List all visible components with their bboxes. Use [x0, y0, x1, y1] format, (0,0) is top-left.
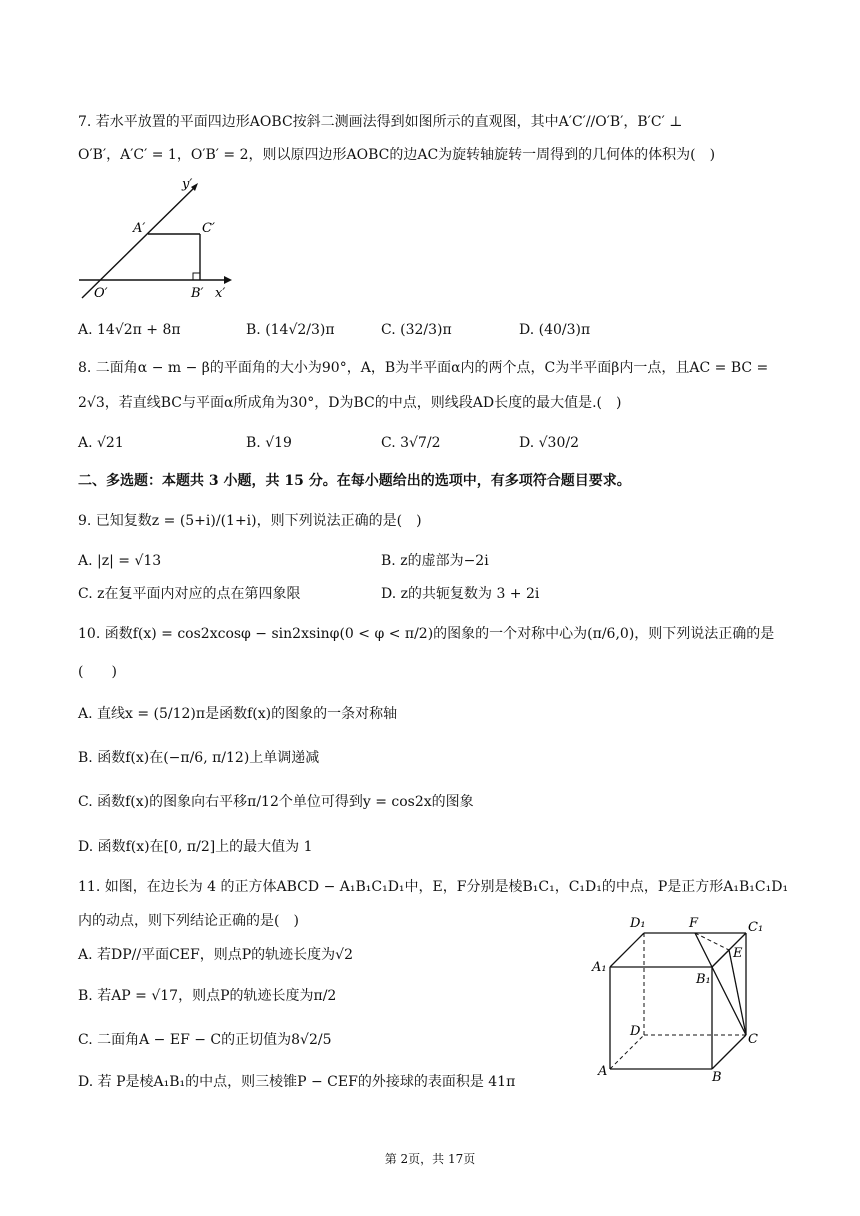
cube-label-d1: D₁: [630, 916, 646, 931]
label-a: A′: [133, 221, 146, 236]
q11-option-d: D. 若 P是棱A₁B₁的中点，则三棱锥P − CEF的外接球的表面积是 41π: [78, 1074, 516, 1090]
cube-label-e: E: [733, 946, 743, 961]
q8-option-d: D. √30/2: [519, 435, 579, 451]
q9-option-d: D. z的共轭复数为 3 + 2i: [381, 586, 540, 602]
y-axis: [82, 186, 196, 298]
q7-stem-line2: O′B′，A′C′ = 1，O′B′ = 2，则以原四边形AOBC的边AC为旋转轴旋转一周得到的几何体的体积为( ): [78, 147, 716, 163]
q11-cube-figure: [588, 905, 778, 1090]
q9-option-c: C. z在复平面内对应的点在第四象限: [78, 586, 301, 602]
q10-stem-line1: 10. 函数f(x) = cos2xcosφ − sin2xsinφ(0 < φ < π/2)的图象的一个对称中心为(π/6,0)，则下列说法正确的是: [78, 626, 775, 642]
q9-stem: 9. 已知复数z = (5+i)/(1+i)，则下列说法正确的是( ): [78, 513, 422, 529]
q8-stem-line2: 2√3，若直线BC与平面α所成角为30°，D为BC的中点，则线段AD长度的最大值是.( ): [78, 395, 622, 411]
q11-option-c: C. 二面角A − EF − C的正切值为8√2/5: [78, 1032, 332, 1048]
q10-option-d: D. 函数f(x)在[0, π/2]上的最大值为 1: [78, 839, 313, 855]
section-heading-multiple-choice: 二、多选题：本题共 3 小题，共 15 分。在每小题给出的选项中，有多项符合题目要求。: [78, 473, 631, 489]
q9-option-b: B. z的虚部为−2i: [381, 553, 489, 569]
label-c: C′: [202, 221, 215, 236]
q11-option-b: B. 若AP = √17，则点P的轨迹长度为π/2: [78, 988, 337, 1004]
q7-option-d: D. (40/3)π: [519, 322, 591, 338]
label-b: B′: [191, 286, 204, 301]
q8-option-c: C. 3√7/2: [381, 435, 441, 451]
cube-label-a1: A₁: [592, 960, 607, 975]
q8-option-a: A. √21: [78, 435, 124, 451]
q8-stem-line1: 8. 二面角α − m − β的平面角的大小为90°，A，B为半平面α内的两个点，C为半平面β内一点，且AC = BC =: [78, 360, 769, 376]
label-y: y′: [182, 177, 193, 192]
q7-figure: [74, 170, 244, 305]
cube-label-f: F: [689, 916, 699, 931]
label-x: x′: [215, 286, 226, 301]
q11-stem-line1: 11. 如图，在边长为 4 的正方体ABCD − A₁B₁C₁D₁中，E，F分别是棱B₁C₁，C₁D₁的中点，P是正方形A₁B₁C₁D₁: [78, 879, 789, 895]
q10-option-a: A. 直线x = (5/12)π是函数f(x)的图象的一条对称轴: [78, 706, 398, 722]
q10-option-c: C. 函数f(x)的图象向右平移π/12个单位可得到y = cos2x的图象: [78, 794, 474, 810]
cube-label-c1: C₁: [748, 920, 764, 935]
cube-label-d: D: [630, 1024, 641, 1039]
q10-stem-line2: ( ): [78, 664, 117, 680]
q10-option-b: B. 函数f(x)在(−π/6, π/12)上单调递减: [78, 750, 320, 766]
q7-option-b: B. (14√2/3)π: [246, 322, 335, 338]
page-footer: 第 2页，共 17页: [384, 1152, 476, 1166]
cube-label-a: A: [598, 1064, 608, 1079]
cube-label-b1: B₁: [696, 972, 711, 987]
right-angle-mark: [193, 273, 200, 280]
q7-stem-line1: 7. 若水平放置的平面四边形AOBC按斜二测画法得到如图所示的直观图，其中A′C′//O′B′，B′C′ ⊥: [78, 114, 683, 130]
x-axis-arrow: [224, 276, 232, 284]
q8-option-b: B. √19: [246, 435, 292, 451]
q9-option-a: A. |z| = √13: [78, 553, 162, 569]
q7-option-c: C. (32/3)π: [381, 322, 452, 338]
q7-option-a: A. 14√2π + 8π: [78, 322, 181, 338]
q11-stem-line2: 内的动点，则下列结论正确的是( ): [78, 913, 299, 929]
label-o: O′: [94, 286, 108, 301]
cube-label-c: C: [748, 1032, 758, 1047]
q11-option-a: A. 若DP//平面CEF，则点P的轨迹长度为√2: [78, 947, 353, 963]
cube-label-b: B: [712, 1070, 722, 1085]
